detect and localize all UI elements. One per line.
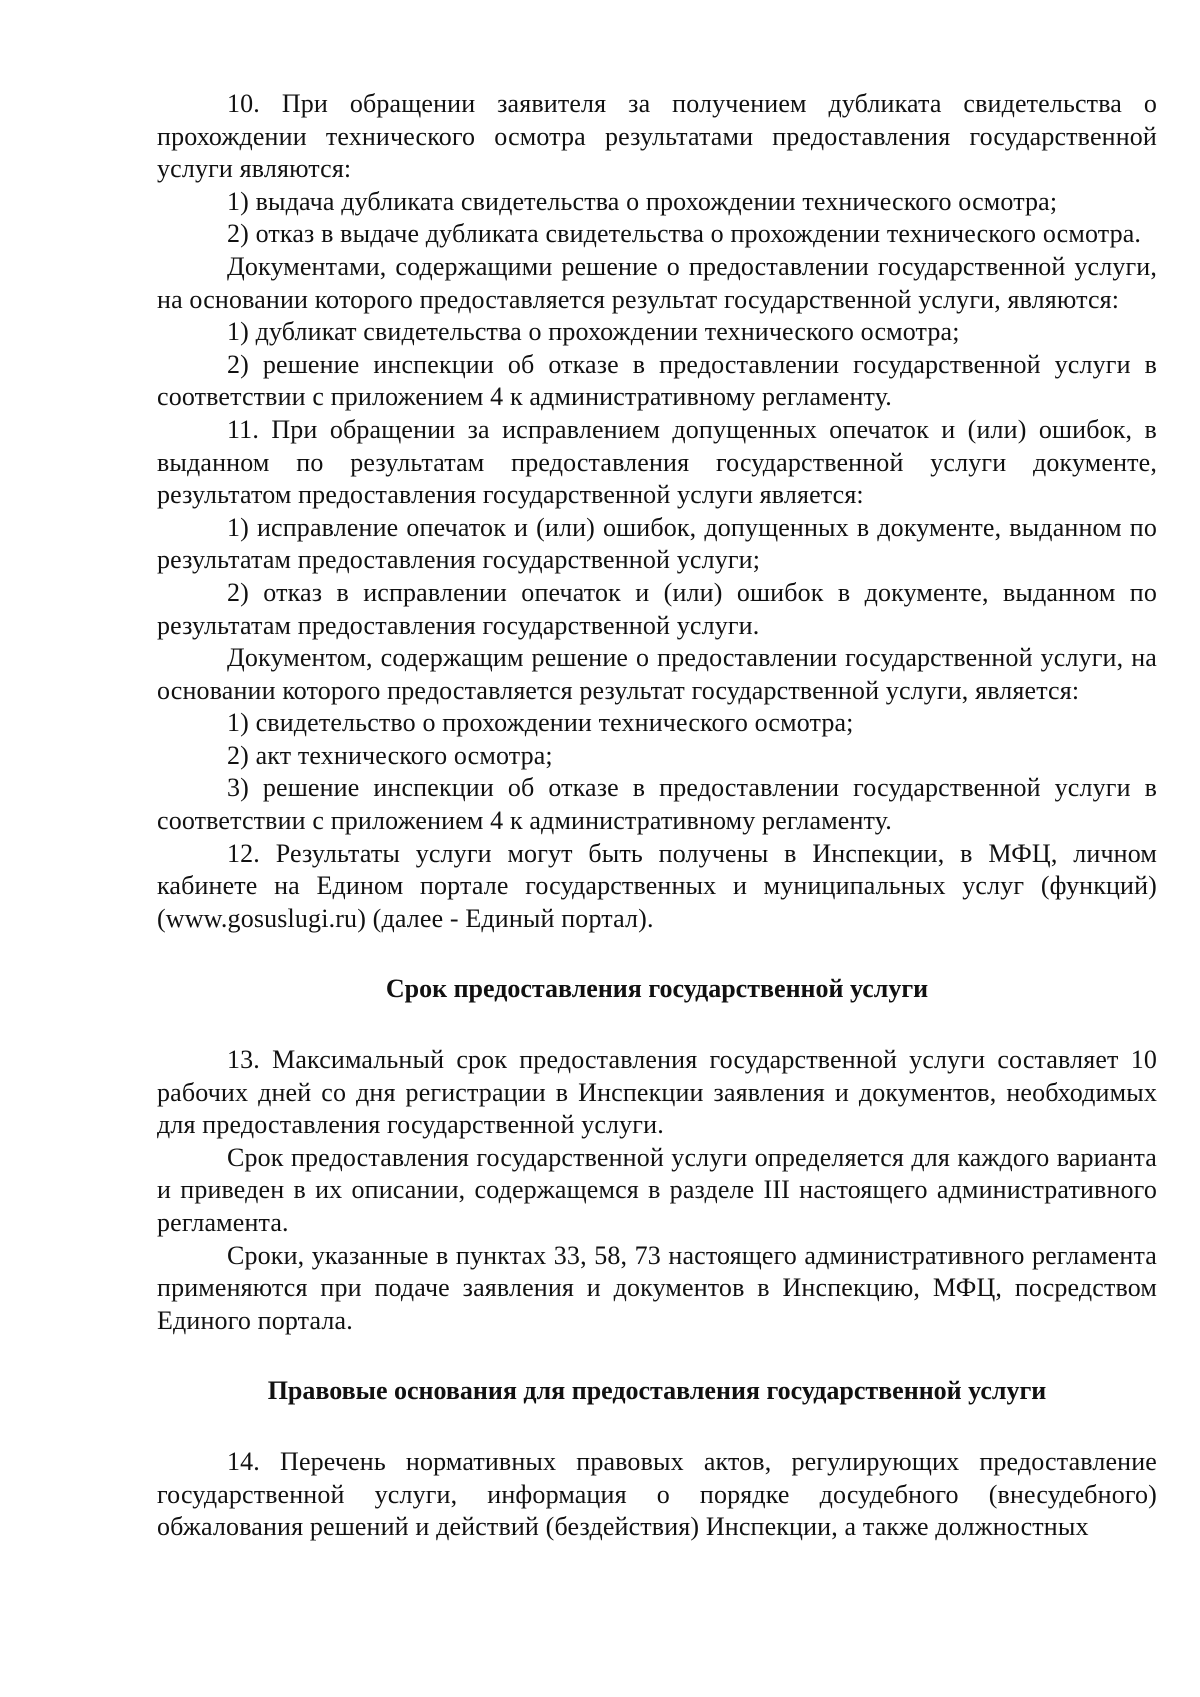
list-item: 1) свидетельство о прохождении технического осмотра; — [227, 708, 854, 738]
list-item: 2) отказ в исправлении опечаток и (или) ошибок в документе, выданном по результатам предоставления государственной услуги. — [157, 577, 1157, 640]
list-item: 2) отказ в выдаче дубликата свидетельства о прохождении технического осмотра. — [227, 219, 1142, 249]
paragraph: Сроки, указанные в пунктах 33, 58, 73 настоящего административного регламента применяются при подаче заявления и документов в Инспекцию, МФЦ, посредством Единого портала. — [157, 1240, 1157, 1335]
paragraph-10: 10. При обращении заявителя за получением дубликата свидетельства о прохождении технического осмотра результатами предоставления государственной услуги являются: — [157, 89, 1157, 184]
paragraph-13: 13. Максимальный срок предоставления государственной услуги составляет 10 рабочих дней со дня регистрации в Инспекции заявления и документов, необходимых для предоставления государственной услуги. — [157, 1045, 1157, 1140]
list-item: 1) выдача дубликата свидетельства о прохождении технического осмотра; — [227, 186, 1058, 216]
list-item: 1) дубликат свидетельства о прохождении технического осмотра; — [227, 317, 960, 347]
document-page — [157, 88, 1157, 1544]
paragraph-12: 12. Результаты услуги могут быть получены в Инспекции, в МФЦ, личном кабинете на Едином портале государственных и муниципальных услуг (функций) (www.gosuslugi.ru) (далее - Единый портал). — [157, 838, 1157, 933]
paragraph: Документом, содержащим решение о предоставлении государственной услуги, на основании которого предоставляется результат государственной услуги, является: — [157, 643, 1157, 705]
spacer — [157, 935, 1157, 973]
section-heading-legal-basis: Правовые основания для предоставления государственной услуги — [267, 1376, 1047, 1406]
paragraph-11: 11. При обращении за исправлением допущенных опечаток и (или) ошибок, в выданном по результатам предоставления государственной услуги документе, результатом предоставления государственной услуги является: — [157, 414, 1157, 510]
paragraph: Документами, содержащими решение о предоставлении государственной услуги, на основании которого предоставляется результат государственной услуги, являются: — [157, 251, 1157, 314]
spacer — [157, 1006, 1157, 1044]
list-item: 1) исправление опечаток и (или) ошибок, допущенных в документе, выданном по результатам предоставления государственной услуги; — [157, 512, 1157, 575]
list-item: 2) акт технического осмотра; — [227, 740, 553, 770]
spacer — [157, 1337, 1157, 1375]
paragraph: Срок предоставления государственной услуги определяется для каждого варианта и приведен в их описании, содержащемся в разделе III настоящего административного регламента. — [157, 1142, 1157, 1237]
section-heading-term: Срок предоставления государственной услуги — [385, 974, 929, 1004]
list-item: 2) решение инспекции об отказе в предоставлении государственной услуги в соответствии с приложением 4 к административному регламенту. — [157, 349, 1157, 412]
spacer — [157, 1408, 1157, 1446]
list-item: 3) решение инспекции об отказе в предоставлении государственной услуги в соответствии с приложением 4 к административному регламенту. — [157, 773, 1157, 836]
paragraph-14: 14. Перечень нормативных правовых актов, регулирующих предоставление государственной услуги, информация о порядке досудебного (внесудебного) обжалования решений и действий (бездействия) Инспекции, а также должностных — [157, 1446, 1157, 1542]
